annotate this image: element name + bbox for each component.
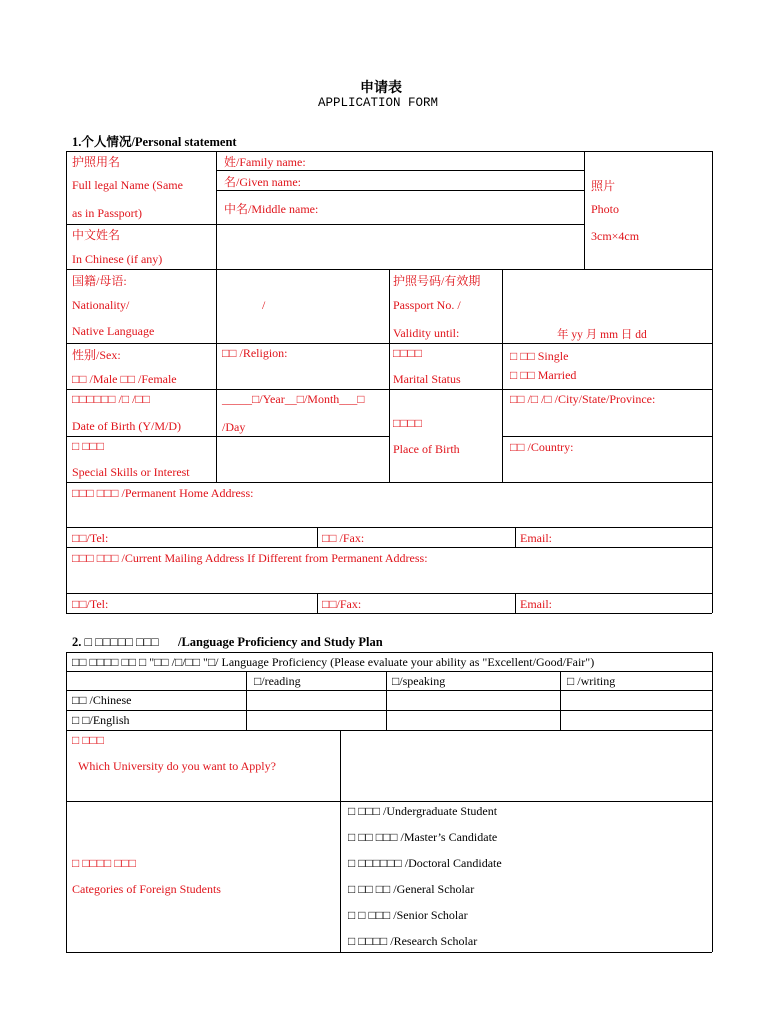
dob-label-en: Date of Birth (Y/M/D) [72,419,181,433]
chinese-speaking-input[interactable] [388,692,558,709]
skills-label-cn: □ □□□ [72,439,104,453]
col-speaking: □/speaking [392,674,446,688]
validity-date-input[interactable]: 年 yy 月 mm 日 dd [557,329,647,341]
married-checkbox[interactable]: □ □□ Married [510,368,577,382]
photo-label-cn: 照片 [591,179,616,193]
city-field[interactable]: □□ /□ /□ /City/State/Province: [510,392,656,406]
sex-label: 性别/Sex: [72,348,121,362]
dob-day-label: /Day [222,420,246,434]
chinese-writing-input[interactable] [562,692,710,709]
section2-heading-num: 2. □ □□□□□ □□□ [72,635,159,649]
given-name-field[interactable]: 名/Given name: [224,175,301,189]
tel-field-1[interactable]: □□/Tel: [72,531,109,545]
country-field[interactable]: □□ /Country: [510,440,574,454]
english-reading-input[interactable] [248,712,384,729]
category-label-cn: □ □□□□ □□□ [72,856,136,870]
chinese-reading-input[interactable] [248,692,384,709]
photo-size: 3cm×4cm [591,229,640,243]
nationality-label-cn: 国籍/母语: [72,274,127,288]
email-field-1[interactable]: Email: [520,531,552,545]
validity-label: Validity until: [393,326,460,340]
family-name-field[interactable]: 姓/Family name: [224,155,306,169]
category-option-senior-scholar[interactable]: □ □ □□□ /Senior Scholar [348,908,468,922]
passport-label-cn: 护照号码/有效期 [393,274,481,288]
email-field-2[interactable]: Email: [520,597,552,611]
col-writing: □ /writing [567,674,616,688]
chinese-name-input[interactable] [218,226,582,268]
pob-label-cn: □□□□ [393,416,422,430]
university-label-cn: □ □□□ [72,733,104,747]
photo-label-en: Photo [591,202,620,216]
row-english: □ □/English [72,713,130,727]
permanent-address-field[interactable]: □□□ □□□ /Permanent Home Address: [72,486,254,500]
english-writing-input[interactable] [562,712,710,729]
english-speaking-input[interactable] [388,712,558,729]
section1-heading: 1.个人情况/Personal statement [72,135,237,149]
nationality-input[interactable]: / [262,298,266,312]
single-checkbox[interactable]: □ □□ Single [510,349,569,363]
middle-name-field[interactable]: 中名/Middle name: [224,202,319,216]
legal-name-label-en-2: as in Passport) [72,206,142,220]
form-title-en: APPLICATION FORM [318,96,439,110]
skills-label-en: Special Skills or Interest [72,465,190,479]
marital-label-en: Marital Status [393,372,461,386]
col-reading: □/reading [254,674,301,688]
native-language-label: Native Language [72,324,155,338]
section2-heading-en: /Language Proficiency and Study Plan [178,635,383,649]
category-label-en: Categories of Foreign Students [72,882,221,896]
marital-label-cn: □□□□ [393,346,422,360]
legal-name-label-en: Full legal Name (Same [72,178,183,192]
chinese-name-label-cn: 中文姓名 [72,228,121,242]
form-title-cn: 申请表 [360,80,402,96]
row-chinese: □□ /Chinese [72,693,132,707]
category-option-undergraduate[interactable]: □ □□□ /Undergraduate Student [348,804,498,818]
sex-options[interactable]: □□ /Male □□ /Female [72,372,177,386]
mailing-address-field[interactable]: □□□ □□□ /Current Mailing Address If Different from Permanent Address: [72,551,428,565]
fax-field-1[interactable]: □□ /Fax: [322,531,365,545]
pob-label-en: Place of Birth [393,442,460,456]
university-input[interactable] [342,732,710,800]
legal-name-label-cn: 护照用名 [72,155,121,169]
religion-field[interactable]: □□ /Religion: [222,346,288,360]
chinese-name-label-en: In Chinese (if any) [72,252,163,266]
fax-field-2[interactable]: □□/Fax: [322,597,362,611]
dob-label-cn: □□□□□□ /□ /□□ [72,392,150,406]
university-label-en: Which University do you want to Apply? [78,759,276,773]
category-option-doctoral[interactable]: □ □□□□□□ /Doctoral Candidate [348,856,502,870]
dob-input[interactable]: _____□/Year__□/Month___□ [222,392,365,406]
passport-number-label: Passport No. / [393,298,461,312]
category-option-master[interactable]: □ □□ □□□ /Master’s Candidate [348,830,498,844]
skills-input[interactable] [218,438,388,481]
category-option-research-scholar[interactable]: □ □□□□ /Research Scholar [348,934,478,948]
tel-field-2[interactable]: □□/Tel: [72,597,109,611]
language-proficiency-header: □□ □□□□ □□ □ "□□ /□/□□ "□/ Language Proficiency (Please evaluate your ability as "Excellent/Good/Fair") [72,655,595,669]
nationality-label-en: Nationality/ [72,298,130,312]
category-option-general-scholar[interactable]: □ □□ □□ /General Scholar [348,882,475,896]
